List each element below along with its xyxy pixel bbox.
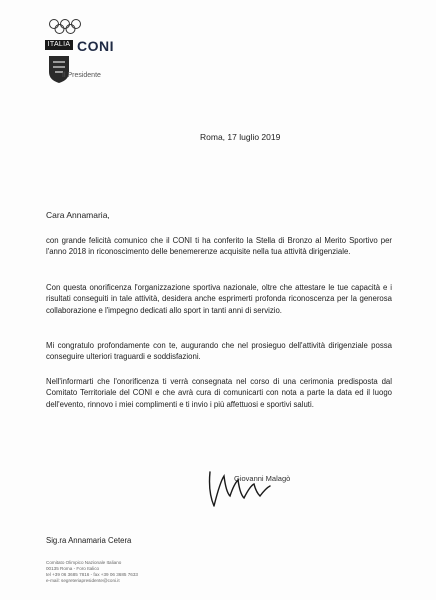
footer-line: 00135 Roma - Foro Italico	[46, 566, 100, 571]
letterhead-title: Il Presidente	[62, 72, 101, 79]
letter-date: Roma, 17 luglio 2019	[200, 132, 281, 142]
recipient-name: Sig.ra Annamaria Cetera	[46, 536, 132, 545]
olympic-rings-icon	[47, 18, 83, 36]
italia-badge: ITALIA	[45, 40, 73, 50]
handwritten-signature	[200, 462, 280, 510]
footer-line: e-mail: segreteriapresidente@coni.it	[46, 578, 120, 583]
footer-line: tel +39 06 3685 7816 - fax +39 06 3685 7633	[46, 572, 138, 577]
footer-line: Comitato Olimpico Nazionale Italiano	[46, 560, 122, 565]
coni-wordmark: CONI	[77, 38, 114, 54]
paragraph-1: con grande felicità comunico che il CONI ti ha conferito la Stella di Bronzo al Merito Sportivo per l'anno 2018 in riconoscimento delle benemerenze acquisite nella tua attività dirigenziale.	[46, 236, 392, 257]
signer-name: Giovanni Malagò	[234, 474, 291, 483]
paragraph-4: Nell'informarti che l'onorificenza ti verrà consegnata nel corso di una cerimonia predisposta dal Comitato Territoriale del CONI e che avrà cura di comunicarti con nota a parte la data ed il luogo dell'evento, rinnovo i miei complimenti e ti invio i più affettuosi e sportivi saluti.	[46, 377, 392, 409]
paragraph-2: Con questa onorificenza l'organizzazione sportiva nazionale, oltre che attestare le tue capacità e i risultati conseguiti in tale attività, desidera anche esprimerti profonda riconoscenza per la generosa collaborazione e l'impegno dedicati allo sport in tanti anni di servizio.	[46, 283, 392, 315]
coni-shield-icon	[47, 54, 71, 84]
paragraph-3: Mi congratulo profondamente con te, augurando che nel prosieguo dell'attività dirigenziale possa conseguire ulteriori traguardi e soddisfazioni.	[46, 341, 392, 362]
footer-address	[46, 560, 138, 584]
salutation: Cara Annamaria,	[46, 210, 110, 220]
